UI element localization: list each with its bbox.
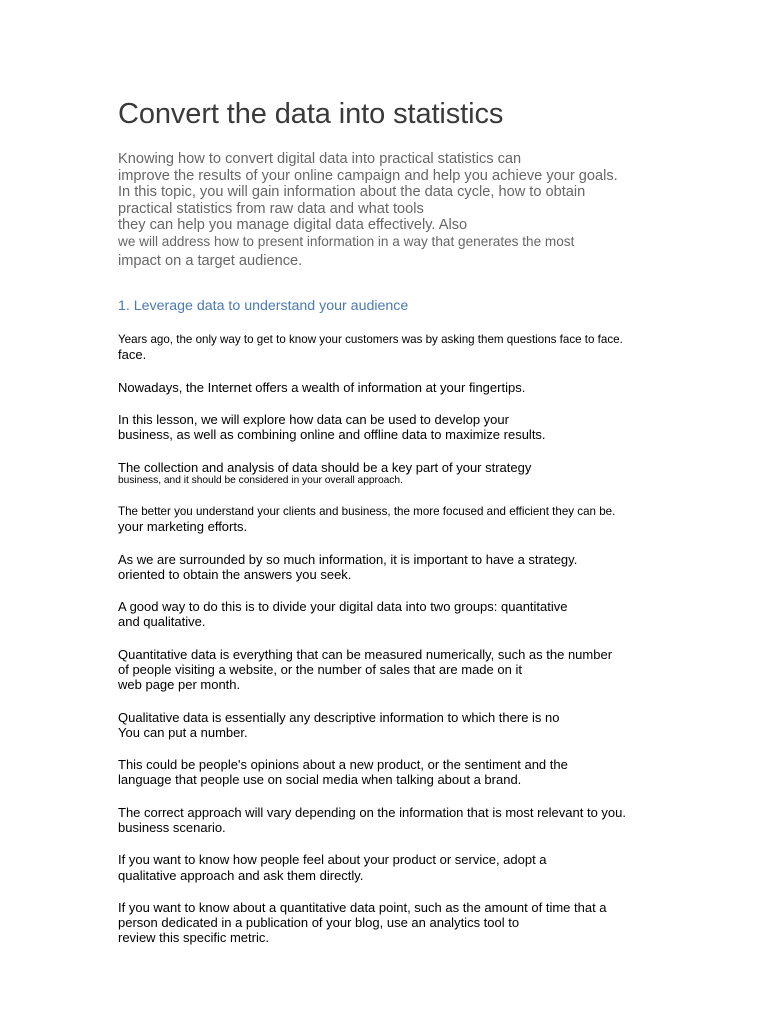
intro-line: we will address how to present information in a way that generates the most bbox=[118, 233, 575, 249]
intro-line: practical statistics from raw data and what tools bbox=[118, 200, 424, 217]
body-paragraph bbox=[118, 412, 678, 442]
paragraph-line: Nowadays, the Internet offers a wealth of information at your fingertips. bbox=[118, 379, 526, 395]
body-paragraph bbox=[118, 852, 678, 882]
intro-line: they can help you manage digital data effectively. Also bbox=[118, 217, 468, 234]
paragraph-line: As we are surrounded by so much information, it is important to have a strategy. bbox=[118, 551, 578, 567]
body-paragraph bbox=[118, 552, 678, 582]
paragraph-line: business, as well as combining online and offline data to maximize results. bbox=[118, 427, 546, 443]
paragraph-line: The correct approach will vary depending on the information that is most relevant to you. bbox=[118, 804, 626, 820]
paragraph-line: web page per month. bbox=[118, 677, 241, 693]
intro-line: Knowing how to convert digital data into practical statistics can bbox=[118, 151, 522, 167]
paragraph-line: A good way to do this is to divide your digital data into two groups: quantitative bbox=[118, 599, 568, 615]
paragraph-line: language that people use on social media when talking about a brand. bbox=[118, 772, 522, 788]
paragraph-line: Years ago, the only way to get to know your customers was by asking them questions face to face. bbox=[118, 333, 623, 346]
intro-paragraph bbox=[118, 151, 658, 269]
body-paragraph bbox=[118, 805, 678, 835]
paragraph-line: oriented to obtain the answers you seek. bbox=[118, 566, 352, 582]
paragraph-line: If you want to know how people feel about your product or service, adopt a bbox=[118, 852, 547, 868]
body-paragraph bbox=[118, 757, 678, 787]
paragraph-line: The collection and analysis of data should be a key part of your strategy bbox=[118, 459, 532, 475]
paragraph-line: business, and it should be considered in your overall approach. bbox=[118, 474, 403, 486]
paragraph-line: Qualitative data is essentially any descriptive information to which there is no bbox=[118, 709, 560, 725]
paragraph-line: your marketing efforts. bbox=[118, 519, 248, 535]
paragraph-line: The better you understand your clients and business, the more focused and efficient they can be. bbox=[118, 504, 616, 518]
body-paragraph bbox=[118, 332, 678, 362]
paragraph-line: If you want to know about a quantitative data point, such as the amount of time that a bbox=[118, 899, 607, 915]
paragraph-line: business scenario. bbox=[118, 819, 226, 835]
paragraph-line: This could be people's opinions about a new product, or the sentiment and the bbox=[118, 757, 568, 773]
intro-line: In this topic, you will gain information about the data cycle, how to obtain bbox=[118, 184, 586, 201]
body-paragraph bbox=[118, 460, 678, 487]
body-paragraph bbox=[118, 900, 678, 946]
paragraph-line: In this lesson, we will explore how data can be used to develop your bbox=[118, 411, 509, 427]
paragraph-line: and qualitative. bbox=[118, 614, 206, 630]
document-body bbox=[118, 332, 678, 963]
paragraph-line: person dedicated in a publication of your blog, use an analytics tool to bbox=[118, 915, 520, 931]
intro-line: impact on a target audience. bbox=[118, 252, 303, 269]
document-title: Convert the data into statistics bbox=[118, 98, 504, 130]
body-paragraph bbox=[118, 504, 678, 534]
paragraph-line: You can put a number. bbox=[118, 724, 248, 740]
paragraph-line: face. bbox=[118, 347, 147, 363]
body-paragraph bbox=[118, 599, 678, 629]
body-paragraph bbox=[118, 710, 678, 740]
paragraph-line: review this specific metric. bbox=[118, 930, 269, 946]
body-paragraph bbox=[118, 647, 678, 693]
section-heading: 1. Leverage data to understand your audience bbox=[118, 298, 409, 314]
intro-line: improve the results of your online campaign and help you achieve your goals. bbox=[118, 167, 618, 184]
paragraph-line: Quantitative data is everything that can be measured numerically, such as the number bbox=[118, 646, 613, 662]
paragraph-line: qualitative approach and ask them directly. bbox=[118, 867, 364, 883]
paragraph-line: of people visiting a website, or the number of sales that are made on it bbox=[118, 661, 522, 677]
body-paragraph bbox=[118, 380, 678, 395]
